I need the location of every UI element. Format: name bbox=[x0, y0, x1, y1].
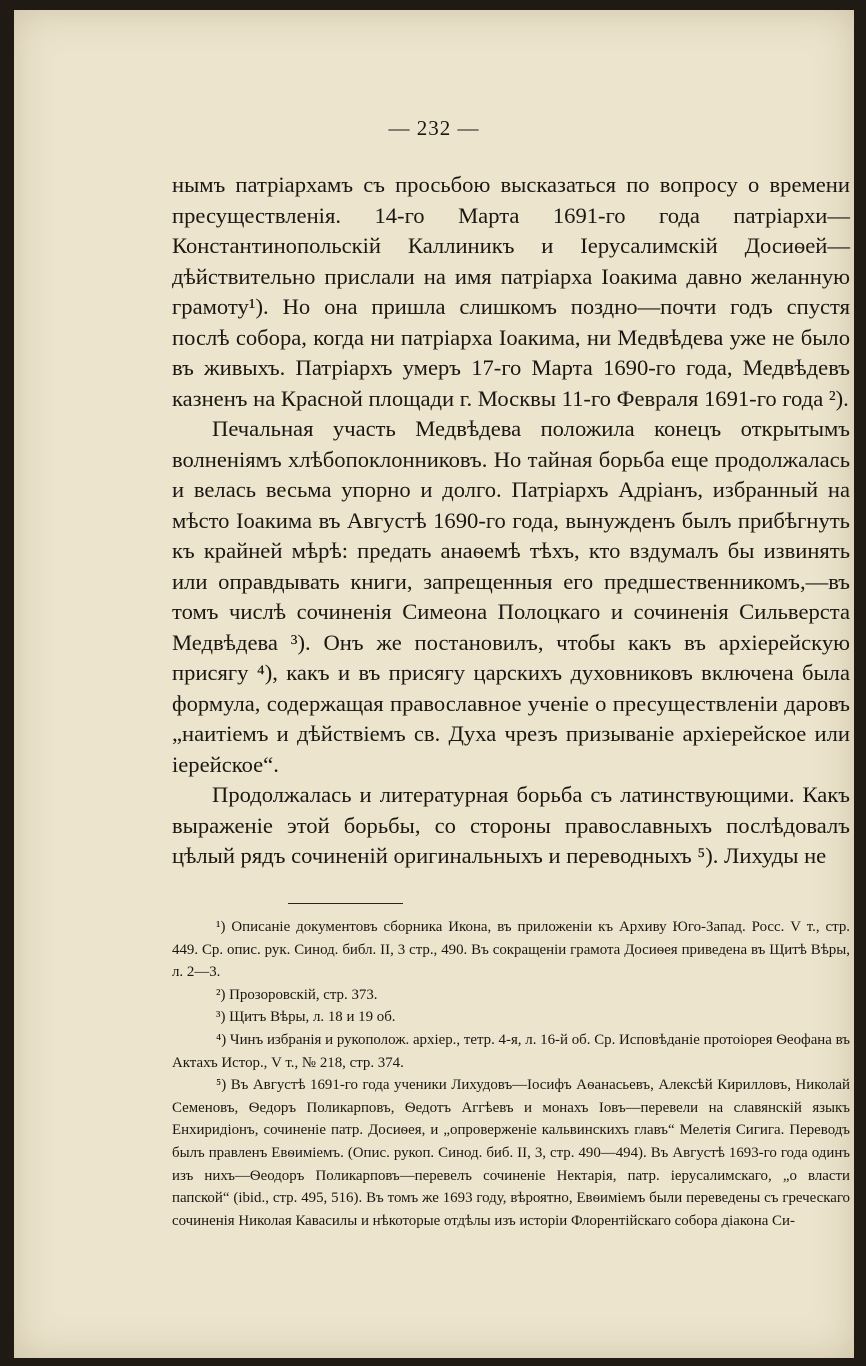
paragraph-2: Печальная участь Медвѣдева положила конецъ открытымъ волненіямъ хлѣбопоклонниковъ. Но тайная борьба еще продолжалась и велась весьма упорно и долго. Патріархъ Адріанъ, избранный на мѣсто Іоакима въ Августѣ 1690-го года, вынужденъ былъ прибѣгнуть къ крайней мѣрѣ: предать анаѳемѣ тѣхъ, кто вздумалъ бы извинять или оправдывать книги, запрещенныя его предшественникомъ,—въ томъ числѣ сочиненія Симеона Полоцкаго и сочиненія Сильверста Медвѣдева ³). Онъ же постановилъ, чтобы какъ въ архіерейскую присягу ⁴), какъ и въ присягу царскихъ духовниковъ включена была формула, содержащая православное ученіе о пресуществленіи даровъ „наитіемъ и дѣйствіемъ св. Духа чрезъ призываніе архіерейское или іерейское“. bbox=[172, 416, 850, 777]
main-text bbox=[172, 170, 850, 872]
footnote-1: ¹) Описаніе документовъ сборника Икона, въ приложеніи къ Архиву Юго-Запад. Росс. V т., стр. 449. Ср. опис. рук. Синод. библ. II, 3 стр., 490. Въ сокращеніи грамота Досиѳея приведена въ Щитѣ Вѣры, л. 2—3. bbox=[172, 919, 850, 981]
footnotes bbox=[172, 916, 850, 1232]
book-page bbox=[14, 10, 854, 1358]
page-number: — 232 — bbox=[388, 116, 480, 140]
footnote-5: ⁵) Въ Августѣ 1691-го года ученики Лихудовъ—Іосифъ Аѳанасьевъ, Алексѣй Кирилловъ, Николай Семеновъ, Ѳедоръ Поликарповъ, Ѳедотъ Аггѣевъ и монахъ Іовъ—перевели на славянскій языкъ Енхиридіонъ, сочиненіе патр. Досиѳея, и „опроверженіе кальвинскихъ главъ“ Мелетія Сигига. Переводъ былъ правленъ Евѳиміемъ. (Опис. рукоп. Синод. биб. II, 3, стр. 490—494). Въ Августѣ 1693-го года одинъ изъ нихъ—Ѳеодоръ Поликарповъ—перевелъ сочиненіе Нектарія, патр. іерусалимскаго, „о власти папской“ (ibid., стр. 495, 516). Въ томъ же 1693 году, вѣроятно, Евѳиміемъ были переведены съ греческаго сочиненія Николая Кавасилы и нѣкоторые отдѣлы изъ исторіи Флорентійскаго собора діакона Си- bbox=[172, 1077, 850, 1229]
paragraph-3: Продолжалась и литературная борьба съ латинствующими. Какъ выраженіе этой борьбы, со стороны православныхъ послѣдовалъ цѣлый рядъ сочиненій оригинальныхъ и переводныхъ ⁵). Лихуды не bbox=[172, 782, 850, 868]
footnote-divider bbox=[288, 903, 403, 904]
footnote-4: ⁴) Чинъ избранія и рукополож. архіер., тетр. 4-я, л. 16-й об. Ср. Исповѣданіе протоіорея Ѳеофана въ Актахъ Истор., V т., № 218, стр. 374. bbox=[172, 1031, 850, 1071]
footnote-2: ²) Прозоровскій, стр. 373. bbox=[216, 986, 378, 1003]
paragraph-1: нымъ патріархамъ съ просьбою высказаться по вопросу о времени пресуществленія. 14-го Марта 1691-го года патріархи—Константинопольскій Каллиникъ и Іерусалимскій Досиѳей—дѣйствительно прислали на имя патріарха Іоакима давно желанную грамоту¹). Но она пришла слишкомъ поздно—почти годъ спустя послѣ собора, когда ни патріарха Іоакима, ни Медвѣдева уже не было въ живыхъ. Патріархъ умеръ 17-го Марта 1690-го года, Медвѣдевъ казненъ на Красной площади г. Москвы 11-го Февраля 1691-го года ²). bbox=[172, 172, 850, 411]
footnote-3: ³) Щитъ Вѣры, л. 18 и 19 об. bbox=[216, 1009, 396, 1026]
